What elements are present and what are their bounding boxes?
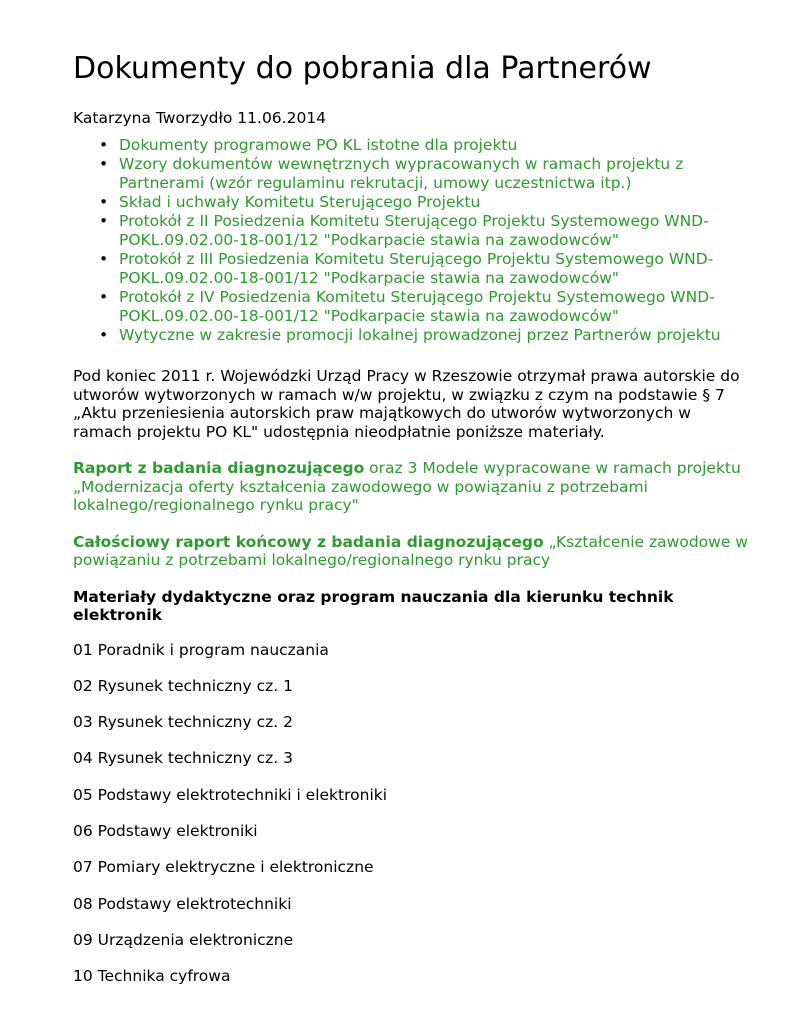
bullet-icon: • — [99, 136, 109, 154]
bullet-icon: • — [99, 326, 109, 344]
list-item[interactable] — [99, 155, 753, 193]
bullet-icon: • — [99, 288, 109, 306]
report-paragraph — [73, 459, 753, 515]
final-report-paragraph — [73, 533, 753, 570]
list-item[interactable] — [99, 212, 753, 250]
link-text[interactable]: Protokół z III Posiedzenia Komitetu Sterującego Projektu Systemowego WND-POKL.09.02.00-18-001/12 "Podkarpacie stawia na zawodowców" — [119, 250, 714, 287]
material-item[interactable]: 06 Podstawy elektroniki — [73, 821, 258, 840]
material-item[interactable]: 04 Rysunek techniczny cz. 3 — [73, 749, 293, 768]
bullet-icon: • — [99, 212, 109, 230]
materials-heading: Materiały dydaktyczne oraz program nauczania dla kierunku technik elektronik — [73, 587, 674, 624]
link-text[interactable]: Wytyczne w zakresie promocji lokalnej prowadzonej przez Partnerów projektu — [119, 326, 721, 344]
material-item[interactable]: 05 Podstawy elektrotechniki i elektroniki — [73, 785, 388, 804]
material-item[interactable]: 09 Urządzenia elektroniczne — [73, 930, 294, 949]
list-item[interactable] — [99, 326, 753, 345]
bullet-icon: • — [99, 193, 109, 211]
list-item[interactable] — [99, 193, 753, 212]
link-text[interactable]: Skład i uchwały Komitetu Sterującego Projektu — [119, 193, 481, 211]
report-link[interactable]: Raport z badania diagnozującego — [73, 459, 365, 477]
page-title: Dokumenty do pobrania dla Partnerów — [73, 51, 652, 86]
material-item[interactable]: 10 Technika cyfrowa — [73, 967, 231, 986]
link-text[interactable]: Wzory dokumentów wewnętrznych wypracowanych w ramach projektu z Partnerami (wzór regulaminu rekrutacji, umowy uczestnictwa itp.) — [119, 155, 684, 192]
intro-paragraph: Pod koniec 2011 r. Wojewódzki Urząd Pracy w Rzeszowie otrzymał prawa autorskie do utworów wytworzonych w ramach w/w projektu, w związku z czym na podstawie § 7 „Aktu przeniesienia autorskich praw majątkowych do utworów wytworzonych w ramach projektu PO KL" udostępnia nieodpłatnie poniższe materiały. — [73, 367, 740, 441]
list-item[interactable] — [99, 136, 753, 155]
material-item[interactable]: 01 Poradnik i program nauczania — [73, 640, 329, 659]
material-item[interactable]: 03 Rysunek techniczny cz. 2 — [73, 713, 293, 732]
bullet-icon: • — [99, 155, 109, 173]
link-text[interactable]: Dokumenty programowe PO KL istotne dla projektu — [119, 136, 518, 154]
list-item[interactable] — [99, 250, 753, 288]
material-item[interactable]: 02 Rysunek techniczny cz. 1 — [73, 676, 293, 695]
author-date-line: Katarzyna Tworzydło 11.06.2014 — [73, 109, 327, 127]
document-links-list — [73, 136, 753, 345]
materials-list — [73, 641, 753, 1004]
material-item[interactable]: 08 Podstawy elektrotechniki — [73, 894, 292, 913]
bullet-icon: • — [99, 250, 109, 268]
link-text[interactable]: Protokół z II Posiedzenia Komitetu Sterującego Projektu Systemowego WND-POKL.09.02.00-18-001/12 "Podkarpacie stawia na zawodowców" — [119, 212, 709, 249]
list-item[interactable] — [99, 288, 753, 326]
link-text[interactable]: Protokół z IV Posiedzenia Komitetu Sterującego Projektu Systemowego WND-POKL.09.02.00-18-001/12 "Podkarpacie stawia na zawodowców" — [119, 288, 715, 325]
final-report-link[interactable]: Całościowy raport końcowy z badania diagnozującego — [73, 532, 544, 551]
material-item[interactable]: 07 Pomiary elektryczne i elektroniczne — [73, 858, 374, 877]
final-report-description: „Kształcenie zawodowe w powiązaniu z potrzebami lokalnego/regionalnego rynku pracy — [73, 532, 748, 569]
report-description: oraz 3 Modele wypracowane w ramach projektu „Modernizacja oferty kształcenia zawodowego w powiązaniu z potrzebami lokalnego/regionalnego rynku pracy" — [73, 459, 741, 514]
